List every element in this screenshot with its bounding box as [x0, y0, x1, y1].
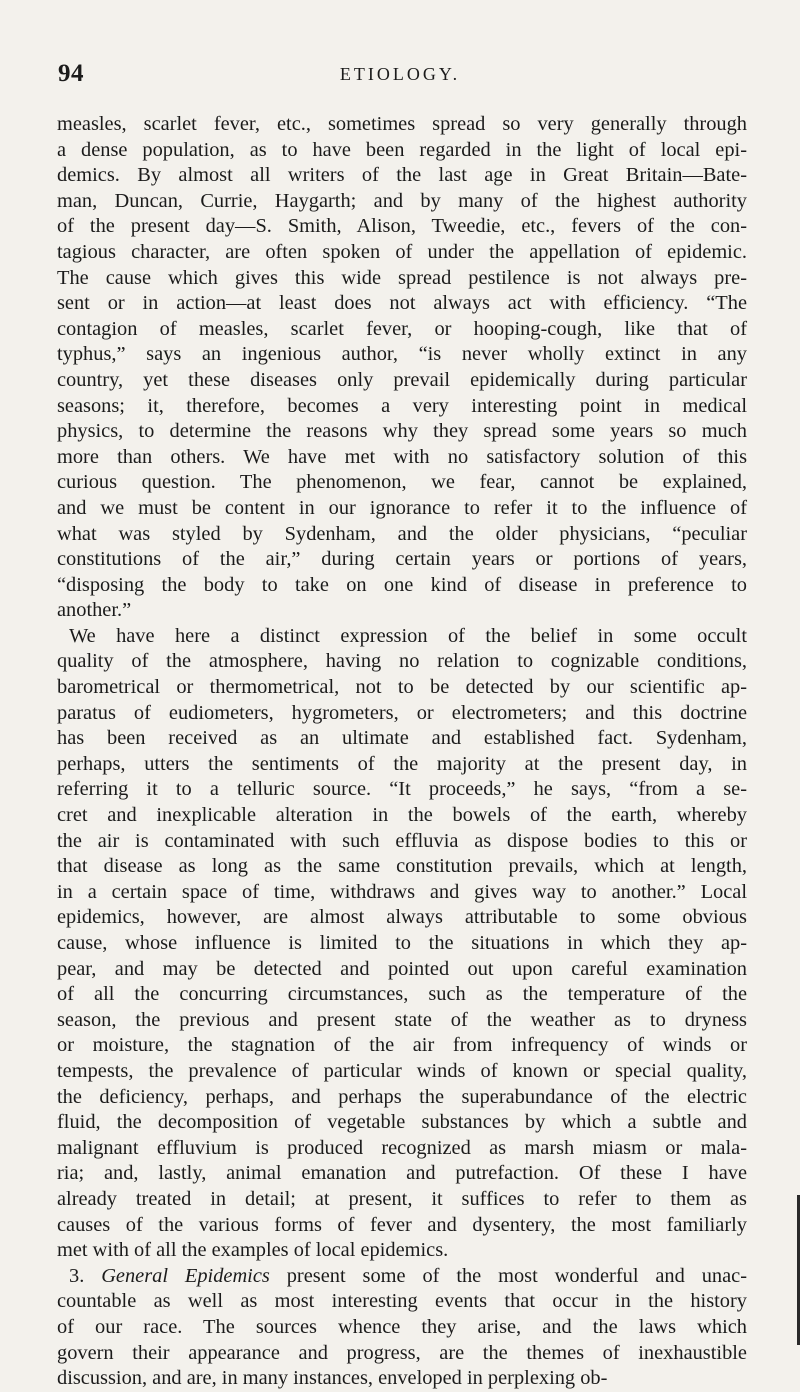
text-line: fluid, the decomposition of vegetable substances by which a subtle and [57, 1111, 747, 1134]
text-line: another.” [57, 599, 132, 622]
text-line: physics, to determine the reasons why they spread some years so much [57, 420, 747, 443]
text-line: The cause which gives this wide spread pestilence is not always pre- [57, 266, 747, 289]
text-line: already treated in detail; at present, it suffices to refer to them as [57, 1187, 747, 1210]
text-line: paratus of eudiometers, hygrometers, or electrometers; and this doctrine [57, 701, 747, 724]
text-line: typhus,” says an ingenious author, “is never wholly extinct in any [57, 343, 747, 366]
text-line: more than others. We have met with no satisfactory solution of this [57, 445, 747, 468]
text-line: or moisture, the stagnation of the air from infrequency of winds or [57, 1034, 747, 1057]
page-number: 94 [58, 60, 84, 87]
text-line: ria; and, lastly, animal emanation and putrefaction. Of these I have [57, 1162, 747, 1185]
text-line: measles, scarlet fever, etc., sometimes spread so very generally through [57, 113, 747, 135]
text-line: curious question. The phenomenon, we fear, cannot be explained, [57, 471, 747, 494]
text-line: perhaps, utters the sentiments of the majority at the present day, in [57, 752, 747, 775]
text-line: of our race. The sources whence they arise, and the laws which [57, 1315, 747, 1338]
text-line: country, yet these diseases only prevail epidemically during particular [57, 368, 747, 391]
text-line: countable as well as most interesting events that occur in the history [57, 1290, 747, 1313]
text-line: season, the previous and present state of the weather as to dryness [57, 1008, 747, 1031]
text-line: pear, and may be detected and pointed out upon careful examination [57, 957, 747, 980]
text-line: of all the concurring circumstances, such as the temperature of the [57, 983, 747, 1006]
text-line: in a certain space of time, withdraws and gives way to another.” Local [57, 880, 747, 903]
text-line: the air is contaminated with such effluvia as dispose bodies to this or [57, 829, 747, 852]
text-line: tempests, the prevalence of particular winds of known or special quality, [57, 1059, 747, 1082]
text-line: and we must be content in our ignorance to refer it to the influence of [57, 496, 747, 519]
text-line: barometrical or thermometrical, not to be detected by our scientific ap- [57, 676, 747, 699]
text-line: discussion, and are, in many instances, enveloped in perplexing ob- [57, 1367, 608, 1390]
text-line: demics. By almost all writers of the last age in Great Britain—Bate- [57, 164, 747, 187]
text-line: quality of the atmosphere, having no relation to cognizable conditions, [57, 650, 747, 673]
text-line: sent or in action—at least does not always act with efficiency. “The [57, 292, 747, 315]
text-line: epidemics, however, are almost always attributable to some obvious [57, 906, 747, 929]
text-line: cause, whose influence is limited to the situations in which they ap- [57, 932, 747, 954]
text-line: “disposing the body to take on one kind of disease in preference to [57, 573, 747, 596]
running-head: ETIOLOGY. [339, 64, 461, 84]
text-line: the deficiency, perhaps, and perhaps the superabundance of the electric [57, 1085, 747, 1108]
text-line: that disease as long as the same constitution prevails, which at length, [57, 855, 747, 878]
text-line: cret and inexplicable alteration in the bowels of the earth, whereby [57, 804, 747, 827]
text-line: malignant effluvium is produced recognized as marsh miasm or mala- [57, 1136, 747, 1159]
text-line: 3. General Epidemics present some of the most wonderful and unac- [69, 1264, 747, 1287]
text-line: We have here a distinct expression of the belief in some occult [69, 624, 747, 647]
text-line: met with of all the examples of local epidemics. [57, 1239, 449, 1262]
text-line: what was styled by Sydenham, and the older physicians, “peculiar [57, 522, 747, 545]
text-line: constitutions of the air,” during certain years or portions of years, [57, 548, 747, 571]
text-line: man, Duncan, Currie, Haygarth; and by many of the highest authority [57, 189, 747, 212]
text-line: govern their appearance and progress, are the themes of inexhaustible [57, 1341, 747, 1364]
text-line: referring it to a telluric source. “It proceeds,” he says, “from a se- [57, 778, 747, 801]
page-header [0, 60, 800, 94]
text-line: has been received as an ultimate and established fact. Sydenham, [57, 727, 747, 750]
body-text [57, 112, 747, 1392]
text-line: a dense population, as to have been regarded in the light of local epi- [57, 138, 747, 161]
text-line: seasons; it, therefore, becomes a very interesting point in medical [57, 394, 747, 417]
text-line: tagious character, are often spoken of under the appellation of epidemic. [57, 240, 747, 263]
text-line: contagion of measles, scarlet fever, or hooping-cough, like that of [57, 317, 747, 340]
text-line: of the present day—S. Smith, Alison, Tweedie, etc., fevers of the con- [57, 215, 747, 238]
text-line: causes of the various forms of fever and dysentery, the most familiarly [57, 1213, 747, 1236]
